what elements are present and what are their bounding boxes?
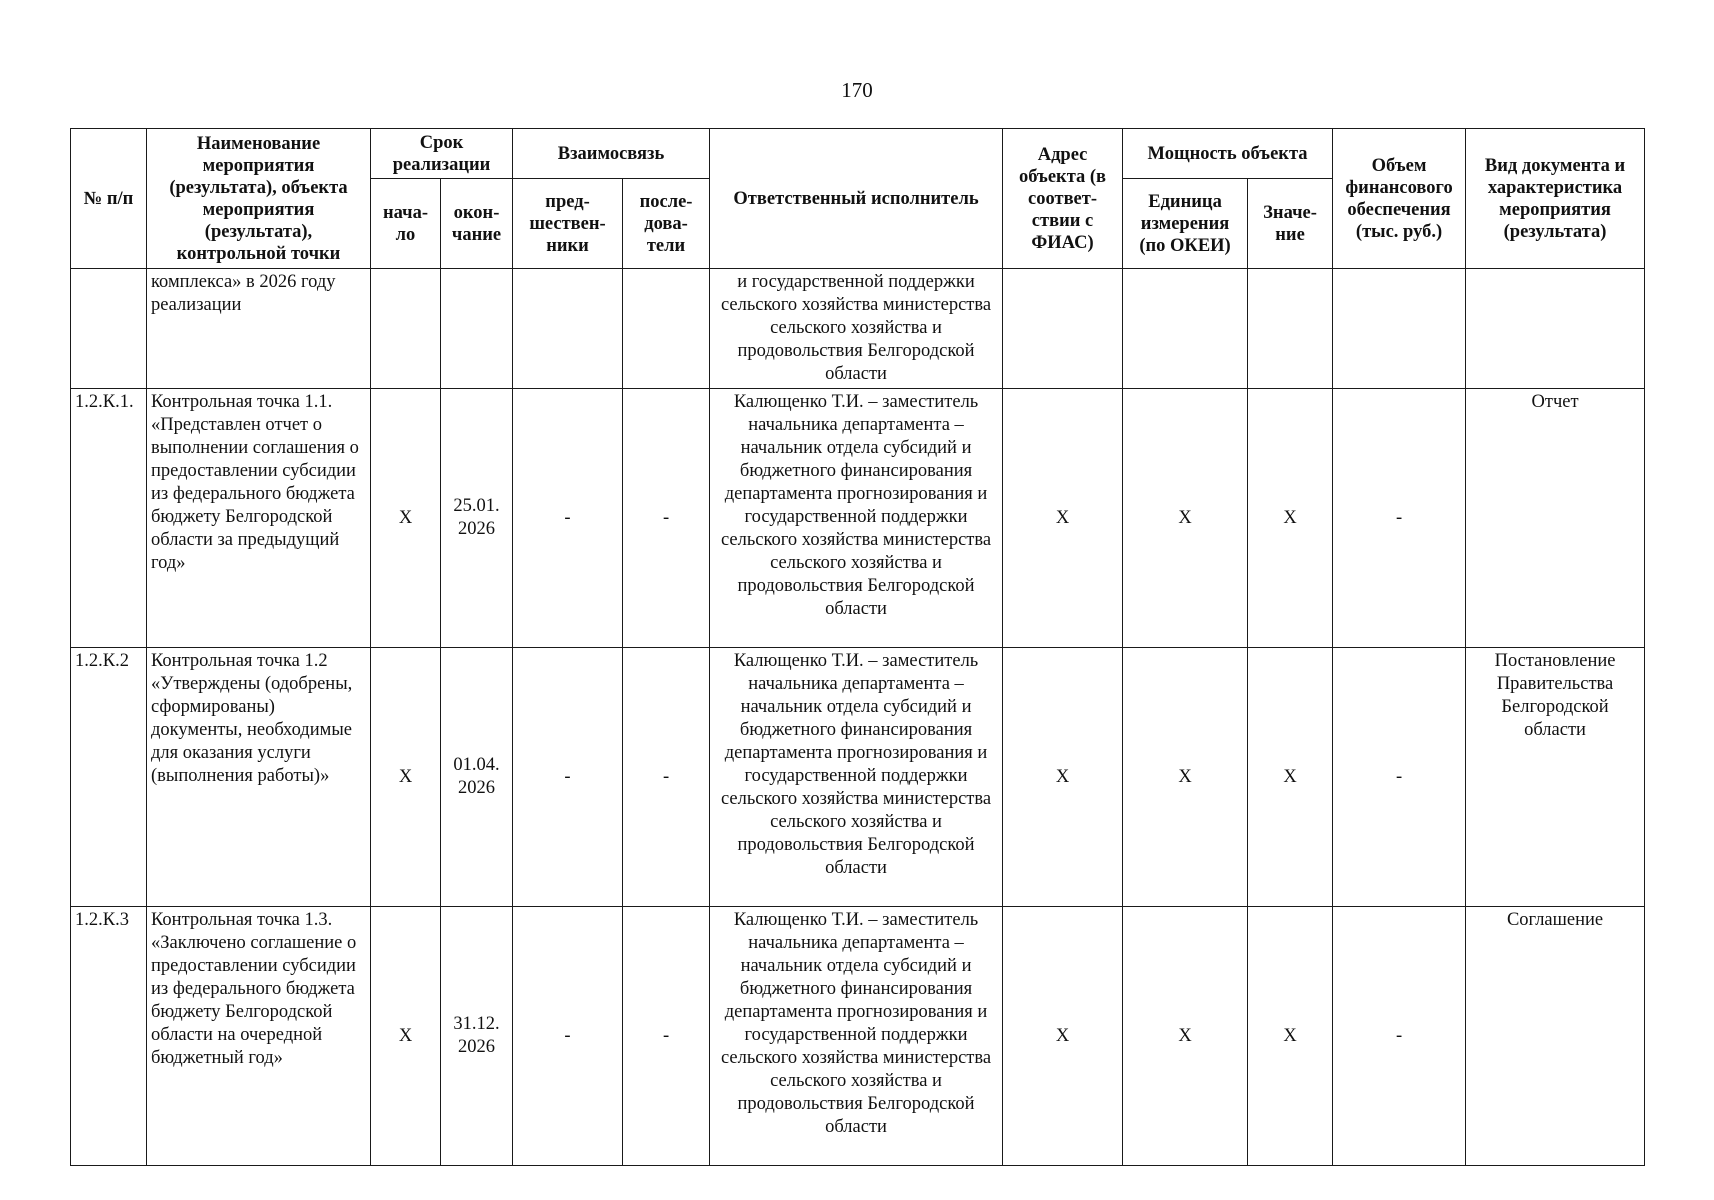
cell-prev: -	[513, 389, 623, 648]
table-row	[71, 389, 1645, 648]
cell-address	[1003, 269, 1123, 389]
cell-executor: и государственной поддержки сельского хозяйства министерства сельского хозяйства и продовольствия Белгородской области	[710, 269, 1003, 389]
cell-finance: -	[1333, 648, 1466, 907]
cell-prev: -	[513, 648, 623, 907]
cell-end: 31.12. 2026	[441, 907, 513, 1166]
cell-doc	[1466, 269, 1645, 389]
cell-executor: Калющенко Т.И. – заместитель начальника департамента – начальник отдела субсидий и бюджетного финансирования департамента прогнозирования и государственной поддержки сельского хозяйства министерства сельского хозяйства и продовольствия Белгородской области	[710, 389, 1003, 648]
cell-doc: Соглашение	[1466, 907, 1645, 1166]
cell-start: X	[371, 389, 441, 648]
cell-finance	[1333, 269, 1466, 389]
cell-start	[371, 269, 441, 389]
cell-finance: -	[1333, 389, 1466, 648]
table-body	[71, 269, 1645, 1166]
header-relation-next: после-дова-тели	[623, 179, 710, 269]
cell-name: Контрольная точка 1.3. «Заключено соглашение о предоставлении субсидии из федерального бюджета бюджету Белгородской области на очередной бюджетный год»	[147, 907, 371, 1166]
cell-name: Контрольная точка 1.2 «Утверждены (одобрены, сформированы) документы, необходимые для оказания услуги (выполнения работы)»	[147, 648, 371, 907]
header-capacity-value: Значе-ние	[1248, 179, 1333, 269]
cell-name: комплекса» в 2026 году реализации	[147, 269, 371, 389]
cell-address: X	[1003, 648, 1123, 907]
header-term: Срок реализации	[371, 129, 513, 179]
table-row	[71, 648, 1645, 907]
cell-start: X	[371, 648, 441, 907]
cell-address: X	[1003, 907, 1123, 1166]
cell-name: Контрольная точка 1.1. «Представлен отчет о выполнении соглашения о предоставлении субсидии из федерального бюджета бюджету Белгородской области за предыдущий год»	[147, 389, 371, 648]
cell-address: X	[1003, 389, 1123, 648]
cell-next: -	[623, 389, 710, 648]
cell-executor: Калющенко Т.И. – заместитель начальника департамента – начальник отдела субсидий и бюджетного финансирования департамента прогнозирования и государственной поддержки сельского хозяйства министерства сельского хозяйства и продовольствия Белгородской области	[710, 648, 1003, 907]
cell-executor: Калющенко Т.И. – заместитель начальника департамента – начальник отдела субсидий и бюджетного финансирования департамента прогнозирования и государственной поддержки сельского хозяйства министерства сельского хозяйства и продовольствия Белгородской области	[710, 907, 1003, 1166]
table-header	[71, 129, 1645, 269]
cell-unit	[1123, 269, 1248, 389]
header-term-end: окон-чание	[441, 179, 513, 269]
table-row	[71, 907, 1645, 1166]
header-name: Наименование мероприятия (результата), объекта мероприятия (результата), контрольной точки	[147, 129, 371, 269]
cell-end: 01.04. 2026	[441, 648, 513, 907]
header-executor: Ответственный исполнитель	[710, 129, 1003, 269]
cell-doc: Отчет	[1466, 389, 1645, 648]
header-doc: Вид документа и характеристика мероприятия (результата)	[1466, 129, 1645, 269]
cell-value: X	[1248, 648, 1333, 907]
header-term-start: нача-ло	[371, 179, 441, 269]
cell-unit: X	[1123, 907, 1248, 1166]
cell-value: X	[1248, 389, 1333, 648]
plan-table	[70, 128, 1645, 1166]
cell-prev	[513, 269, 623, 389]
cell-next	[623, 269, 710, 389]
cell-unit: X	[1123, 389, 1248, 648]
cell-value: X	[1248, 907, 1333, 1166]
cell-num: 1.2.К.1.	[71, 389, 147, 648]
page-number: 170	[841, 78, 873, 102]
header-capacity-unit: Единица измерения (по ОКЕИ)	[1123, 179, 1248, 269]
cell-num: 1.2.К.2	[71, 648, 147, 907]
table-row-continuation	[71, 269, 1645, 389]
cell-end	[441, 269, 513, 389]
cell-start: X	[371, 907, 441, 1166]
header-num: № п/п	[71, 129, 147, 269]
cell-prev: -	[513, 907, 623, 1166]
cell-num: 1.2.К.3	[71, 907, 147, 1166]
cell-unit: X	[1123, 648, 1248, 907]
header-relation: Взаимосвязь	[513, 129, 710, 179]
header-address: Адрес объекта (в соответ-ствии с ФИАС)	[1003, 129, 1123, 269]
cell-next: -	[623, 907, 710, 1166]
cell-value	[1248, 269, 1333, 389]
header-relation-prev: пред-шествен-ники	[513, 179, 623, 269]
cell-next: -	[623, 648, 710, 907]
cell-doc: Постановление Правительства Белгородской области	[1466, 648, 1645, 907]
header-capacity: Мощность объекта	[1123, 129, 1333, 179]
cell-finance: -	[1333, 907, 1466, 1166]
cell-num	[71, 269, 147, 389]
cell-end: 25.01. 2026	[441, 389, 513, 648]
header-finance: Объем финансового обеспечения (тыс. руб.)	[1333, 129, 1466, 269]
